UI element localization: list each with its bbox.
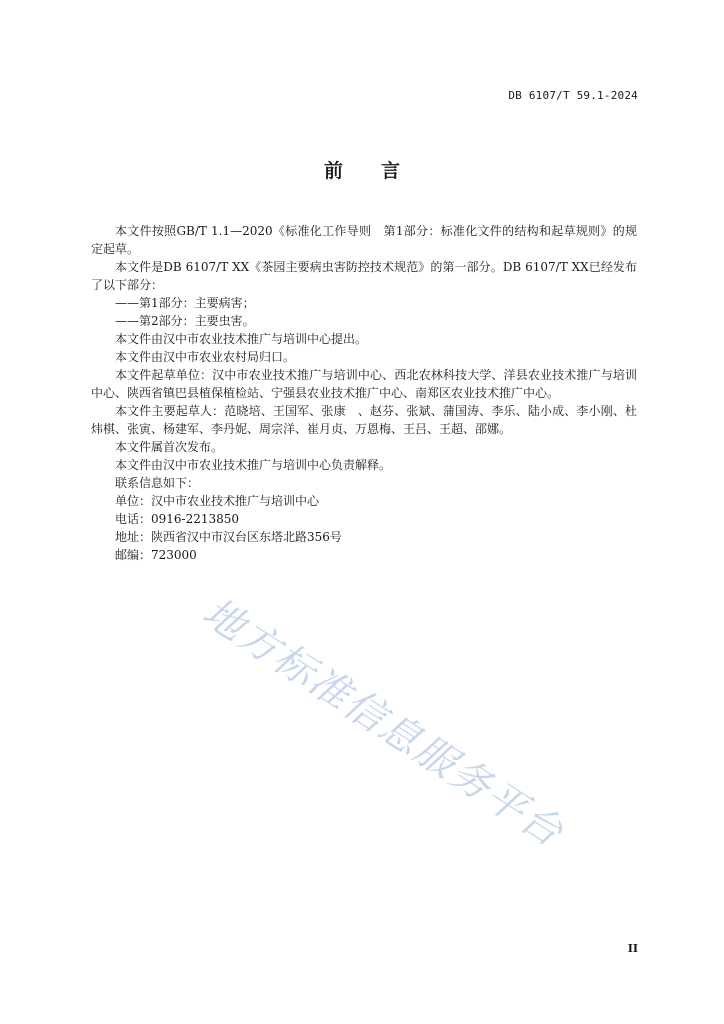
paragraph-drafting-units: 本文件起草单位：汉中市农业技术推广与培训中心、西北农林科技大学、洋县农业技术推广与培训中心、陕西省镇巴县植保植检站、宁强县农业技术推广中心、南郑区农业技术推广中心。: [91, 368, 637, 400]
page-number: II: [627, 942, 638, 955]
page-title: 前言: [323, 160, 438, 182]
list-item-part-2: ——第2部分：主要虫害。: [115, 314, 255, 328]
contact-unit: 单位：汉中市农业技术推广与培训中心: [115, 494, 320, 508]
list-item-part-1: ——第1部分：主要病害；: [115, 296, 255, 310]
paragraph-first-release: 本文件属首次发布。: [115, 440, 224, 454]
paragraph-centralized-unit: 本文件由汉中市农业农村局归口。: [115, 350, 296, 364]
paragraph-interpretation: 本文件由汉中市农业技术推广与培训中心负责解释。: [115, 458, 392, 472]
contact-postcode: 邮编：723000: [115, 548, 197, 562]
watermark: 地方标准信息服务平台: [194, 589, 572, 857]
paragraph-series-note: 本文件是DB 6107/T XX《茶园主要病虫害防控技术规范》的第一部分。DB 6107/T XX已经发布了以下部分：: [91, 260, 637, 292]
paragraph-drafters: 本文件主要起草人：范晓培、王国军、张康 、赵芬、张斌、蒲国涛、李乐、陆小成、李小刚、杜炜棋、张寅、杨建军、李丹妮、周宗洋、崔月贞、万恩梅、王吕、王超、邵娜。: [91, 404, 637, 436]
contact-phone: 电话：0916-2213850: [115, 512, 240, 526]
paragraph-drafting-basis: 本文件按照GB/T 1.1—2020《标准化工作导则 第1部分：标准化文件的结构和起草规则》的规定起草。: [91, 224, 637, 256]
contact-address: 地址：陕西省汉中市汉台区东塔北路356号: [115, 530, 342, 544]
foreword-body: [91, 222, 637, 564]
paragraph-proposer: 本文件由汉中市农业技术推广与培训中心提出。: [115, 332, 368, 346]
paragraph-contact-heading: 联系信息如下：: [115, 476, 200, 490]
document-code: DB 6107/T 59.1-2024: [508, 89, 638, 102]
